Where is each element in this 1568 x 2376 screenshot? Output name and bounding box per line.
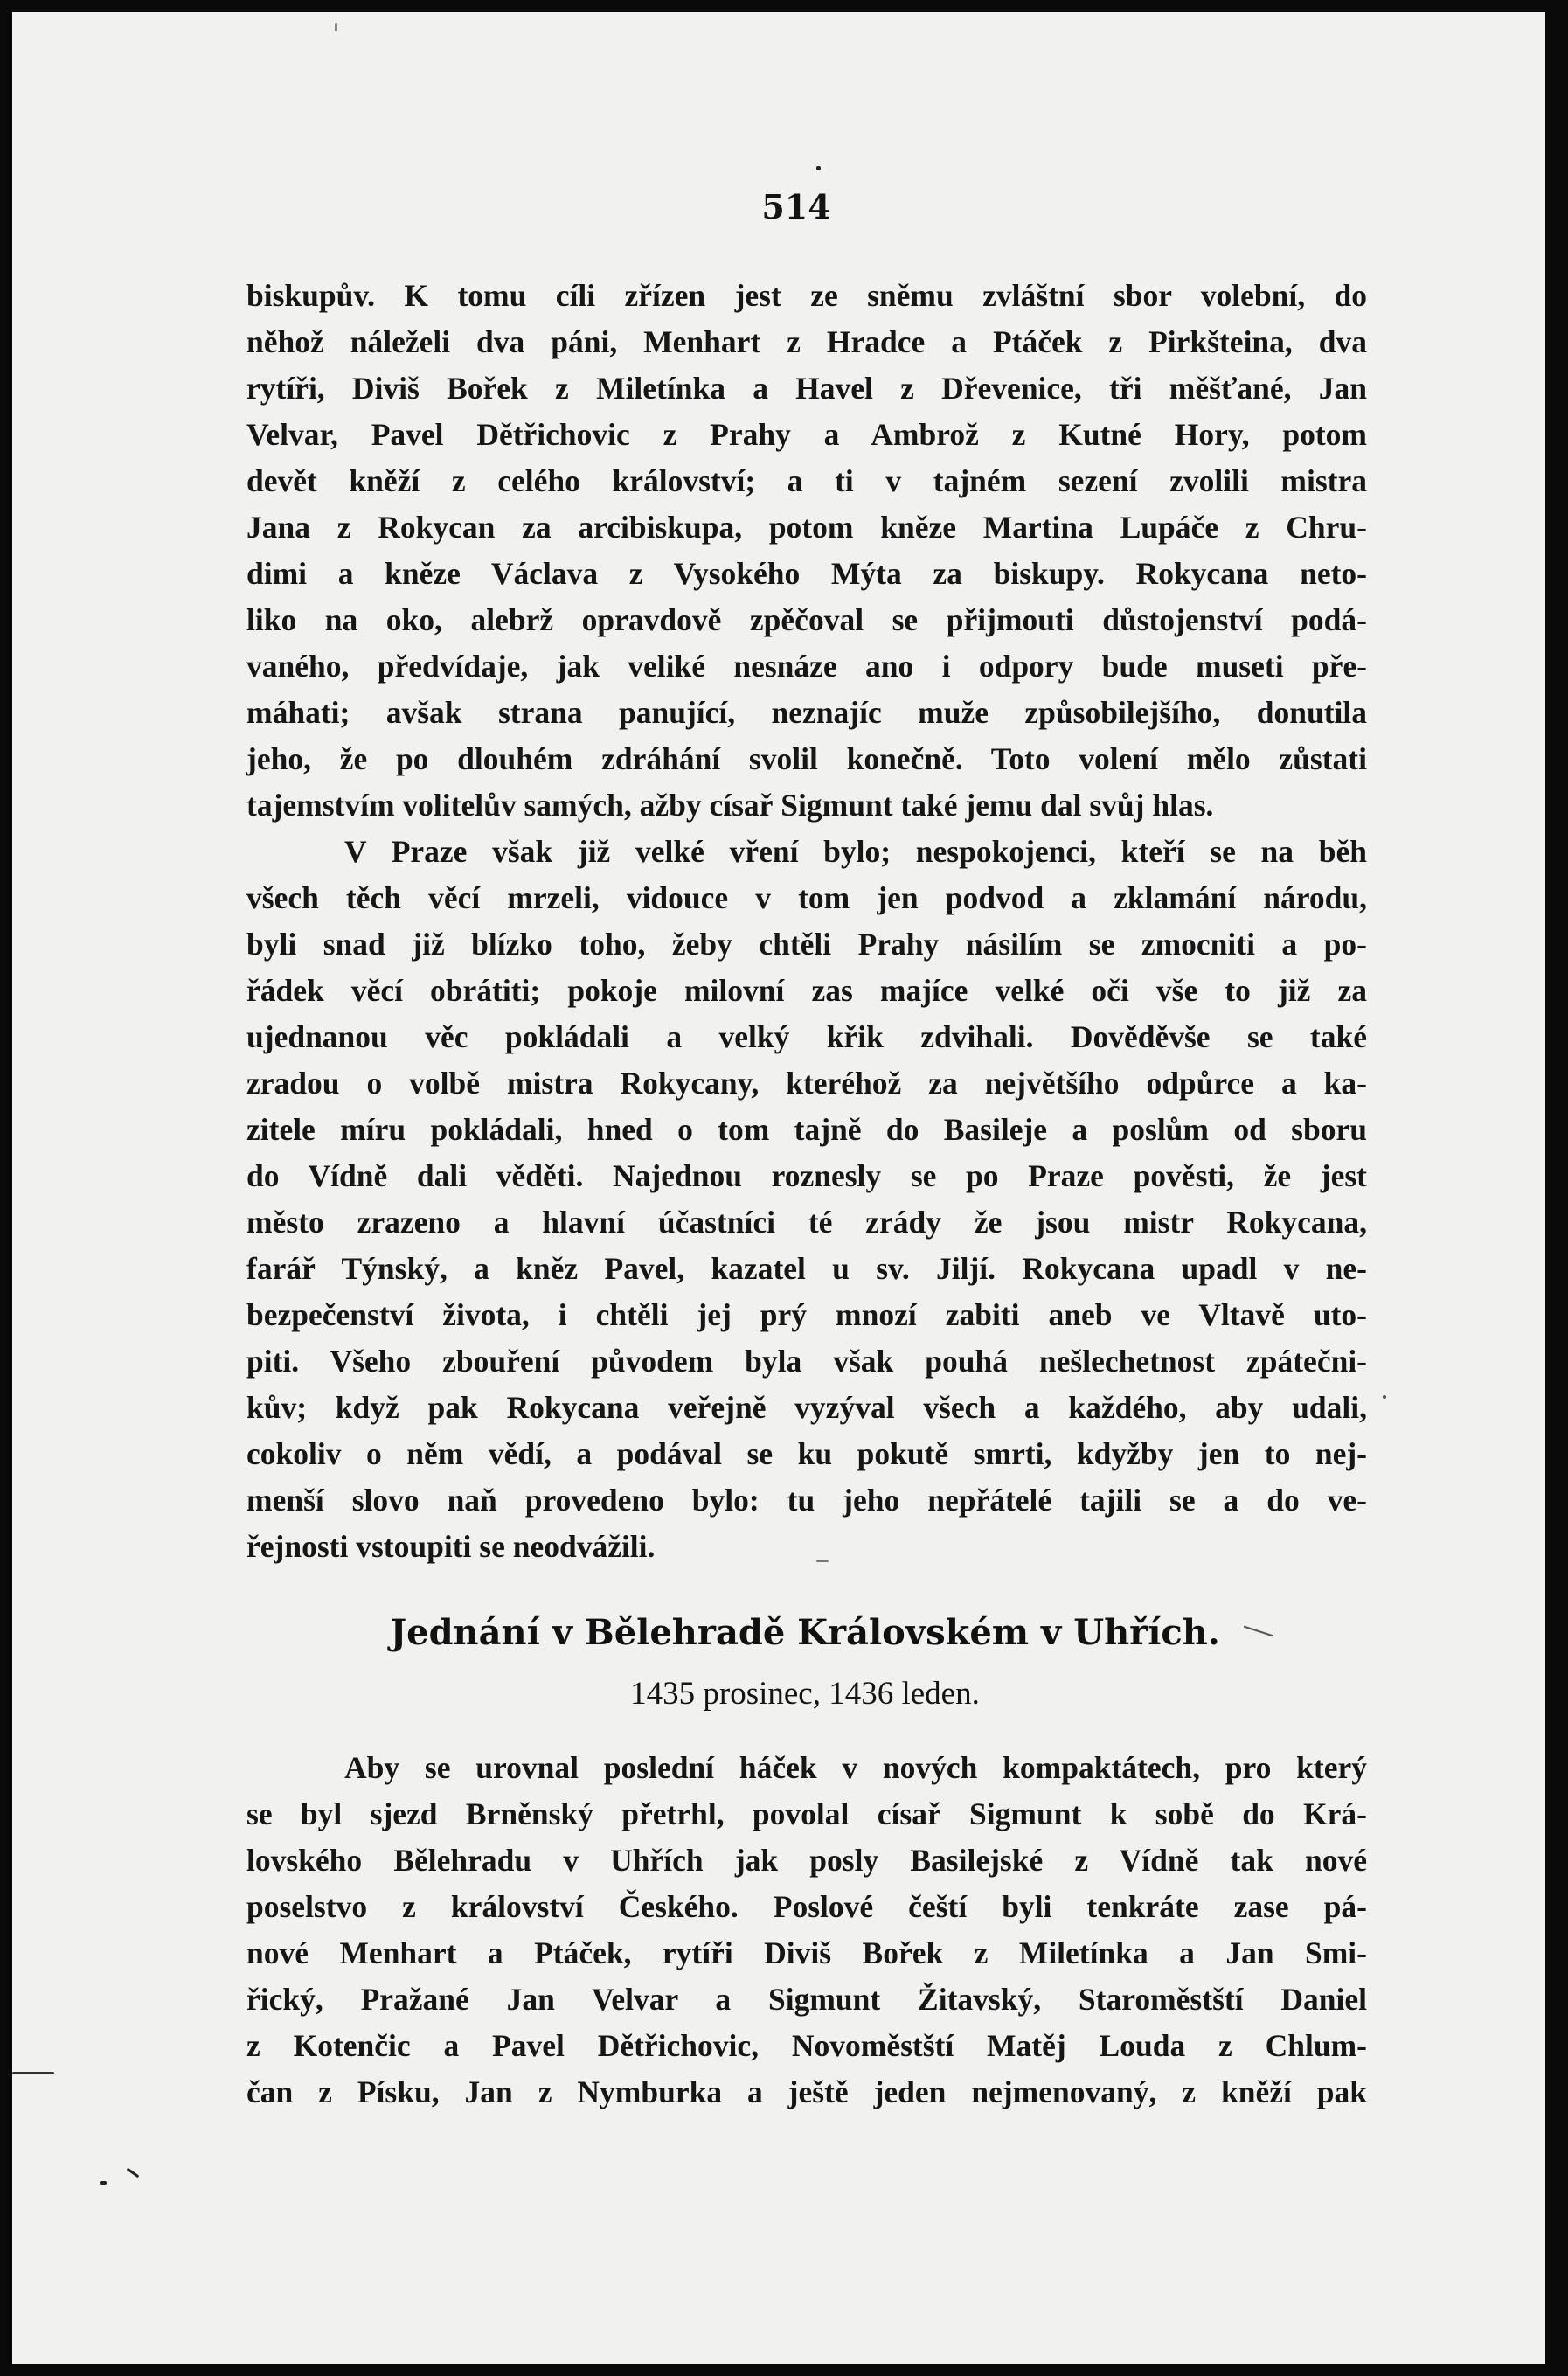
text-line: Jana z Rokycan za arcibiskupa, potom kněze Martina Lupáče z Chru- [246,510,1367,545]
scan-speck [127,2168,140,2178]
text-line: jeho, že po dlouhém zdráhání svolil konečně. Toto volení mělo zůstati [246,741,1367,776]
scan-speck [100,2181,107,2185]
text-line: biskupův. K tomu cíli zřízen jest ze sněmu zvláštní sbor volební, do [246,278,1367,313]
text-line: byli snad již blízko toho, žeby chtěli Prahy násilím se zmocniti a po- [246,927,1367,962]
scan-speck [816,166,821,170]
book-page [12,12,1545,2364]
text-line: zradou o volbě mistra Rokycany, kteréhož za největšího odpůrce a ka- [246,1066,1367,1101]
text-line: město zrazeno a hlavní účastníci té zrády že jsou mistr Rokycana, [246,1205,1367,1240]
text-line: vaného, předvídaje, jak veliké nesnáze ano i odpory bude museti pře- [246,649,1367,684]
text-line: V Praze však již velké vření bylo; nespokojenci, kteří se na běh [344,834,1367,869]
text-line: ujednanou věc pokládali a velký křik zdvihali. Dověděvše se také [246,1019,1367,1054]
text-line: piti. Všeho zbouření původem byla však pouhá nešlechetnost zpátečni- [246,1344,1367,1379]
scan-speck [12,2072,54,2074]
text-line: menší slovo naň provedeno bylo: tu jeho nepřátelé tajili se a do ve- [246,1483,1367,1518]
paragraph-3 [246,1745,1367,2115]
paragraph-2 [246,829,1367,1570]
text-line: řický, Pražané Jan Velvar a Sigmunt Žitavský, Staroměstští Daniel [246,1982,1367,2017]
section-heading: Jednání v Bělehradě Královském v Uhřích. [390,1612,1220,1653]
text-line: řejnosti vstoupiti se neodvážili. [246,1529,656,1564]
text-line: z Kotenčic a Pavel Dětřichovic, Novoměstští Matěj Louda z Chlum- [246,2028,1367,2063]
text-line: farář Týnský, a kněz Pavel, kazatel u sv. Jiljí. Rokycana upadl v ne- [246,1251,1367,1286]
text-line: lovského Bělehradu v Uhřích jak posly Basilejské z Vídně tak nové [246,1843,1367,1878]
section-date: 1435 prosinec, 1436 leden. [630,1676,980,1712]
paragraph-1 [246,273,1367,829]
text-line: bezpečenství života, i chtěli jej prý mnozí zabiti aneb ve Vltavě uto- [246,1297,1367,1332]
text-line: zitele míru pokládali, hned o tom tajně do Basileje a poslům od sboru [246,1112,1367,1147]
scan-speck [335,23,337,31]
text-line: tajemstvím volitelův samých, ažby císař Sigmunt také jemu dal svůj hlas. [246,788,1214,823]
text-line: máhati; avšak strana panující, neznajíc muže způsobilejšího, donutila [246,695,1367,730]
text-line: řádek věcí obrátiti; pokoje milovní zas majíce velké oči vše to již za [246,973,1367,1008]
scan-speck [1383,1395,1386,1399]
text-line: Velvar, Pavel Dětřichovic z Prahy a Ambrož z Kutné Hory, potom [246,417,1367,452]
text-line: nové Menhart a Ptáček, rytíři Diviš Bořek z Miletínka a Jan Smi- [246,1935,1367,1970]
text-line: všech těch věcí mrzeli, vidouce v tom jen podvod a zklamání národu, [246,880,1367,915]
text-line: Aby se urovnal poslední háček v nových kompaktátech, pro který [344,1750,1367,1785]
text-line: do Vídně dali věděti. Najednou roznesly se po Praze pověsti, že jest [246,1158,1367,1193]
text-line: rytíři, Diviš Bořek z Miletínka a Havel z Dřevenice, tři měšťané, Jan [246,371,1367,406]
text-line: devět kněží z celého království; a ti v tajném sezení zvolili mistra [246,463,1367,498]
text-line: čan z Písku, Jan z Nymburka a ještě jeden nejmenovaný, z kněží pak [246,2074,1367,2109]
text-line: se byl sjezd Brněnský přetrhl, povolal císař Sigmunt k sobě do Krá- [246,1796,1367,1831]
text-line: poselstvo z království Českého. Poslové čeští byli tenkráte zase pá- [246,1889,1367,1924]
text-line: cokoliv o něm vědí, a podával se ku pokutě smrti, kdyžby jen to nej- [246,1436,1367,1471]
text-line: liko na oko, alebrž opravdově zpěčoval se přijmouti důstojenství podá- [246,602,1367,637]
page-number: 514 [761,187,831,226]
text-line: dimi a kněze Václava z Vysokého Mýta za biskupy. Rokycana neto- [246,556,1367,591]
text-line: kův; když pak Rokycana veřejně vyzýval všech a každého, aby udali, [246,1390,1367,1425]
text-line: něhož náleželi dva páni, Menhart z Hradce a Ptáček z Pirkšteina, dva [246,324,1367,359]
scan-speck [816,1560,829,1562]
